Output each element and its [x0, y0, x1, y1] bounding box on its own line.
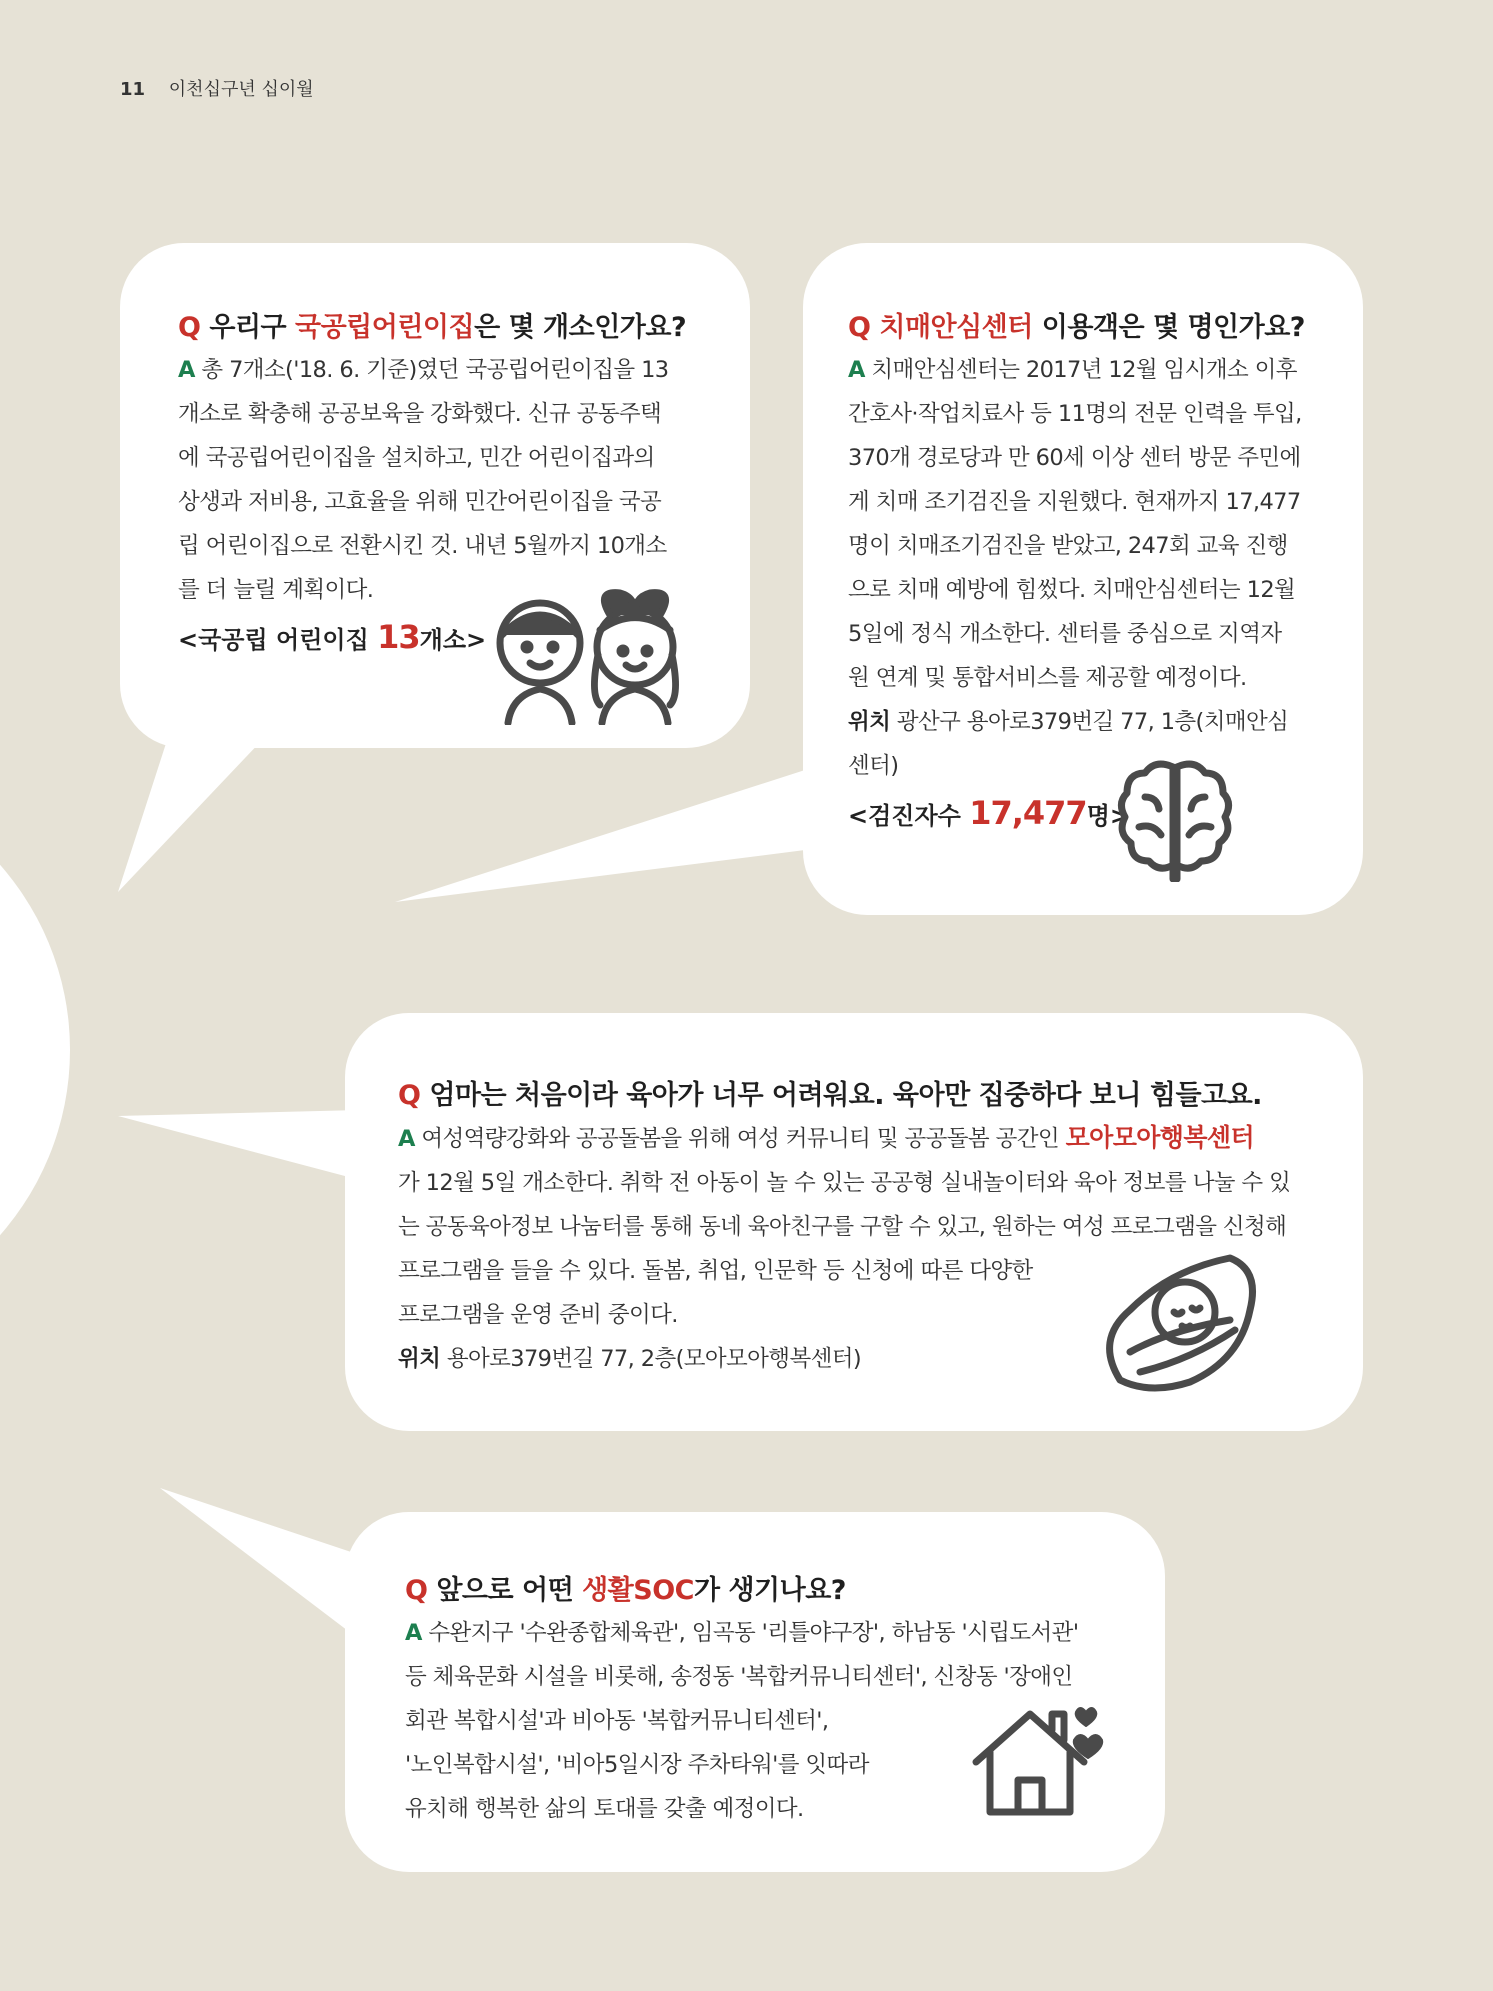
bubble4-tail [160, 1488, 360, 1640]
question-childcare: Q 엄마는 처음이라 육아가 너무 어려워요. 육아만 집중하다 보니 힘들고요. [398, 1080, 1262, 1111]
heart-small [1076, 1708, 1097, 1726]
brain-icon [1115, 757, 1235, 882]
question-daycare: Q 우리구 국공립어린이집은 몇 개소인가요? [178, 312, 687, 343]
decorative-circle [0, 770, 70, 1330]
answer-childcare: A 여성역량강화와 공공돌봄을 위해 여성 커뮤니티 및 공공돌봄 공간인 모아모아행복센터 가 12월 5일 개소한다. 취학 전 아동이 놀 수 있는 공공형 실내놀이터와 육아 정보를 나눌 수 있 는 공동육아정보 나눔터를 통해 동네 육아친구를 구할 수 있고, 원하는 여성 프로그램을 신청해 프로그램을 들을 수 있다. 돌봄, 취업, 인문학 등 신청에 따른 다양한 프로그램을 운영 준비 중이다. 위치 용아로379번길 77, 2층(모아모아행복센터) [398, 1123, 1291, 1372]
house-with-hearts-icon [970, 1700, 1110, 1820]
stat-daycare: <국공립 어린이집 13개소> [178, 618, 487, 656]
issue-title: 이천십구년 십이월 [168, 79, 314, 100]
question-dementia: Q 치매안심센터 이용객은 몇 명인가요? [848, 312, 1305, 343]
children-icon [490, 585, 700, 725]
bubble3-tail [118, 1110, 360, 1180]
question-soc: Q 앞으로 어떤 생활SOC가 생기나요? [405, 1575, 846, 1606]
answer-dementia: A 치매안심센터는 2017년 12월 임시개소 이후 간호사·작업치료사 등 11명의 전문 인력을 투입, 370개 경로당과 만 60세 이상 센터 방문 주민에 게 치매 조기검진을 지원했다. 현재까지 17,477 명이 치매조기검진을 받았고, 247회 교육 진행 으로 치매 예방에 힘썼다. 치매안심센터는 12월 5일에 정식 개소한다. 센터를 중심으로 지역자 원 연계 및 통합서비스를 제공할 예정이다. 위치 광산구 용아로379번길 77, 1층(치매안심 센터) [848, 357, 1302, 779]
answer-daycare: A 총 7개소('18. 6. 기준)였던 국공립어린이집을 13 개소로 확충해 공공보육을 강화했다. 신규 공동주택 에 국공립어린이집을 설치하고, 민간 어린이집과의 상생과 저비용, 고효율을 위해 민간어린이집을 국공 립 어린이집으로 전환시킨 것. 내년 5월까지 10개소 를 더 늘릴 계획이다. [178, 357, 669, 603]
stat-dementia: <검진자수 17,477명> [848, 794, 1130, 832]
baby-icon [1100, 1250, 1265, 1395]
answer-soc: A 수완지구 '수완종합체육관', 임곡동 '리틀야구장', 하남동 '시립도서관' 등 체육문화 시설을 비롯해, 송정동 '복합커뮤니티센터', 신창동 '장애인 회관 복합시설'과 비아동 '복합커뮤니티센터', '노인복합시설', '비아5일시장 주차타워'를 잇따라 유치해 행복한 삶의 토대를 갖출 예정이다. [405, 1620, 1079, 1822]
page-number: 11 [120, 79, 146, 100]
qa-dementia [848, 305, 1338, 832]
bubble2-tail [395, 770, 805, 902]
